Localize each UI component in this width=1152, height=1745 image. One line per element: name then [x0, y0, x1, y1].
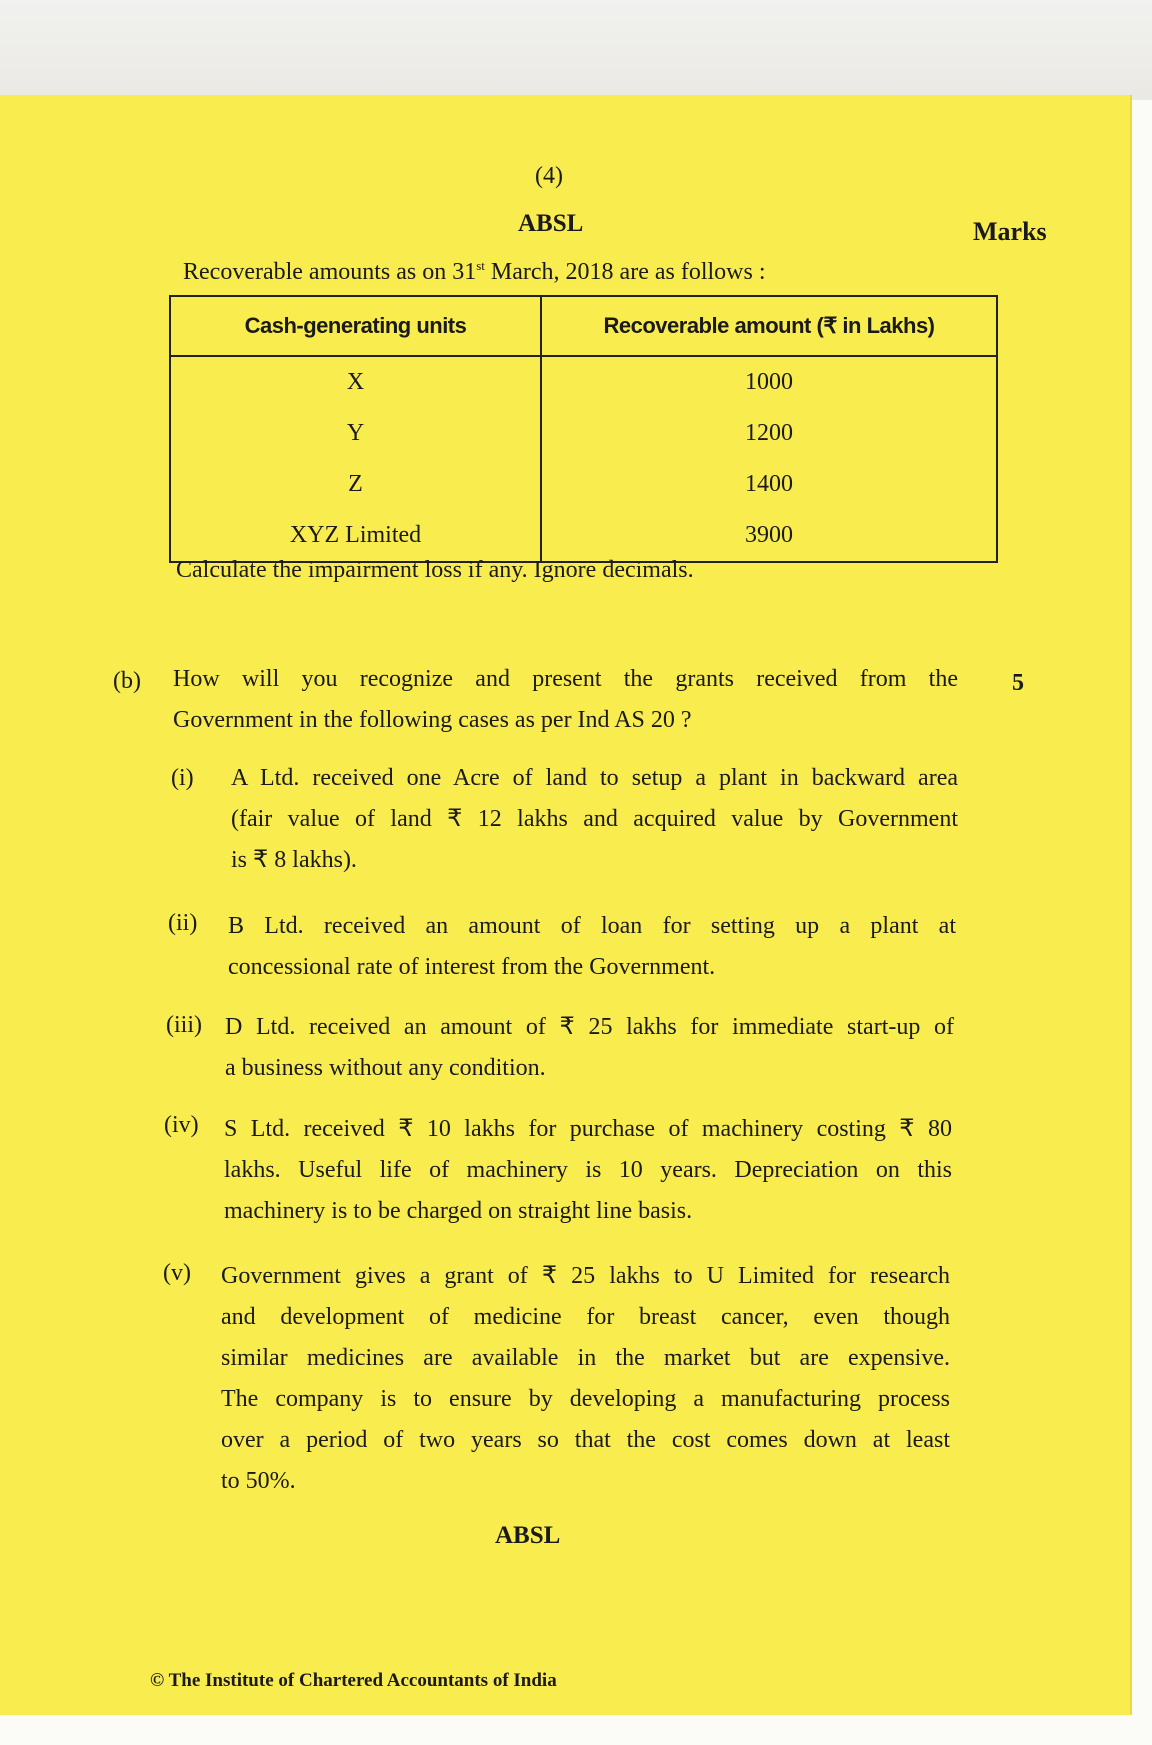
table-header-row — [170, 296, 997, 356]
sub-item-line: machinery is to be charged on straight line basis. — [224, 1198, 693, 1224]
marks-heading: Marks — [973, 217, 1047, 246]
scan-top-margin — [0, 0, 1152, 100]
amount-cell: 1000 — [541, 356, 997, 408]
table-row — [170, 356, 997, 408]
sub-item-line: and development of medicine for breast cancer, even though — [221, 1304, 950, 1330]
question-b-text — [173, 659, 958, 741]
sub-item-line: similar medicines are available in the market but are expensive. — [221, 1345, 950, 1371]
question-b-label: (b) — [113, 668, 141, 694]
amount-cell: 1200 — [541, 408, 997, 459]
sub-item-line: is ₹ 8 lakhs). — [231, 847, 357, 873]
intro-text: Recoverable amounts as on 31st March, 2018 are as follows : — [183, 258, 766, 285]
question-b-marks: 5 — [1012, 670, 1024, 696]
sub-item-line: Government gives a grant of ₹ 25 lakhs to U Limited for research — [221, 1263, 950, 1289]
sub-item-line: over a period of two years so that the cost comes down at least — [221, 1427, 950, 1453]
table-row — [170, 459, 997, 510]
sub-item-line: concessional rate of interest from the Government. — [228, 954, 716, 980]
copyright-notice: © The Institute of Chartered Accountants of India — [150, 1670, 557, 1691]
unit-cell: X — [170, 356, 541, 408]
sub-item-line: a business without any condition. — [225, 1055, 546, 1081]
sub-item-label-iii: (iii) — [166, 1012, 202, 1038]
calculation-instruction: Calculate the impairment loss if any. Ignore decimals. — [176, 557, 694, 583]
recoverable-amounts-table — [169, 295, 998, 563]
sub-item-text-iv — [224, 1109, 952, 1232]
column-header-amount: Recoverable amount (₹ in Lakhs) — [541, 296, 997, 356]
sub-item-label-ii: (ii) — [168, 910, 198, 936]
sub-item-label-iv: (iv) — [164, 1112, 199, 1138]
sub-item-line: A Ltd. received one Acre of land to setup a plant in backward area — [231, 765, 958, 791]
footer-code: ABSL — [495, 1522, 561, 1549]
sub-item-text-i — [231, 758, 958, 881]
unit-cell: Y — [170, 408, 541, 459]
sub-item-line: to 50%. — [221, 1468, 296, 1494]
sub-item-line: (fair value of land ₹ 12 lakhs and acquired value by Government — [231, 806, 958, 832]
column-header-units: Cash-generating units — [170, 296, 541, 356]
sub-item-label-v: (v) — [163, 1260, 191, 1286]
question-b-line: Government in the following cases as per Ind AS 20 ? — [173, 707, 692, 733]
unit-cell: XYZ Limited — [170, 510, 541, 562]
page-number: (4) — [535, 163, 563, 189]
sub-item-line: lakhs. Useful life of machinery is 10 years. Depreciation on this — [224, 1157, 952, 1183]
sub-item-line: B Ltd. received an amount of loan for setting up a plant at — [228, 913, 956, 939]
question-b-line: How will you recognize and present the grants received from the — [173, 666, 958, 692]
sub-item-line: The company is to ensure by developing a manufacturing process — [221, 1386, 950, 1412]
table-row — [170, 510, 997, 562]
sub-item-line: D Ltd. received an amount of ₹ 25 lakhs for immediate start-up of — [225, 1014, 954, 1040]
sub-item-line: S Ltd. received ₹ 10 lakhs for purchase of machinery costing ₹ 80 — [224, 1116, 952, 1142]
unit-cell: Z — [170, 459, 541, 510]
sub-item-text-ii — [228, 906, 956, 988]
sub-item-label-i: (i) — [171, 765, 194, 791]
header-code: ABSL — [518, 210, 584, 237]
amount-cell: 3900 — [541, 510, 997, 562]
table-row — [170, 408, 997, 459]
amount-cell: 1400 — [541, 459, 997, 510]
sub-item-text-iii — [225, 1007, 954, 1089]
sub-item-text-v — [221, 1256, 950, 1502]
